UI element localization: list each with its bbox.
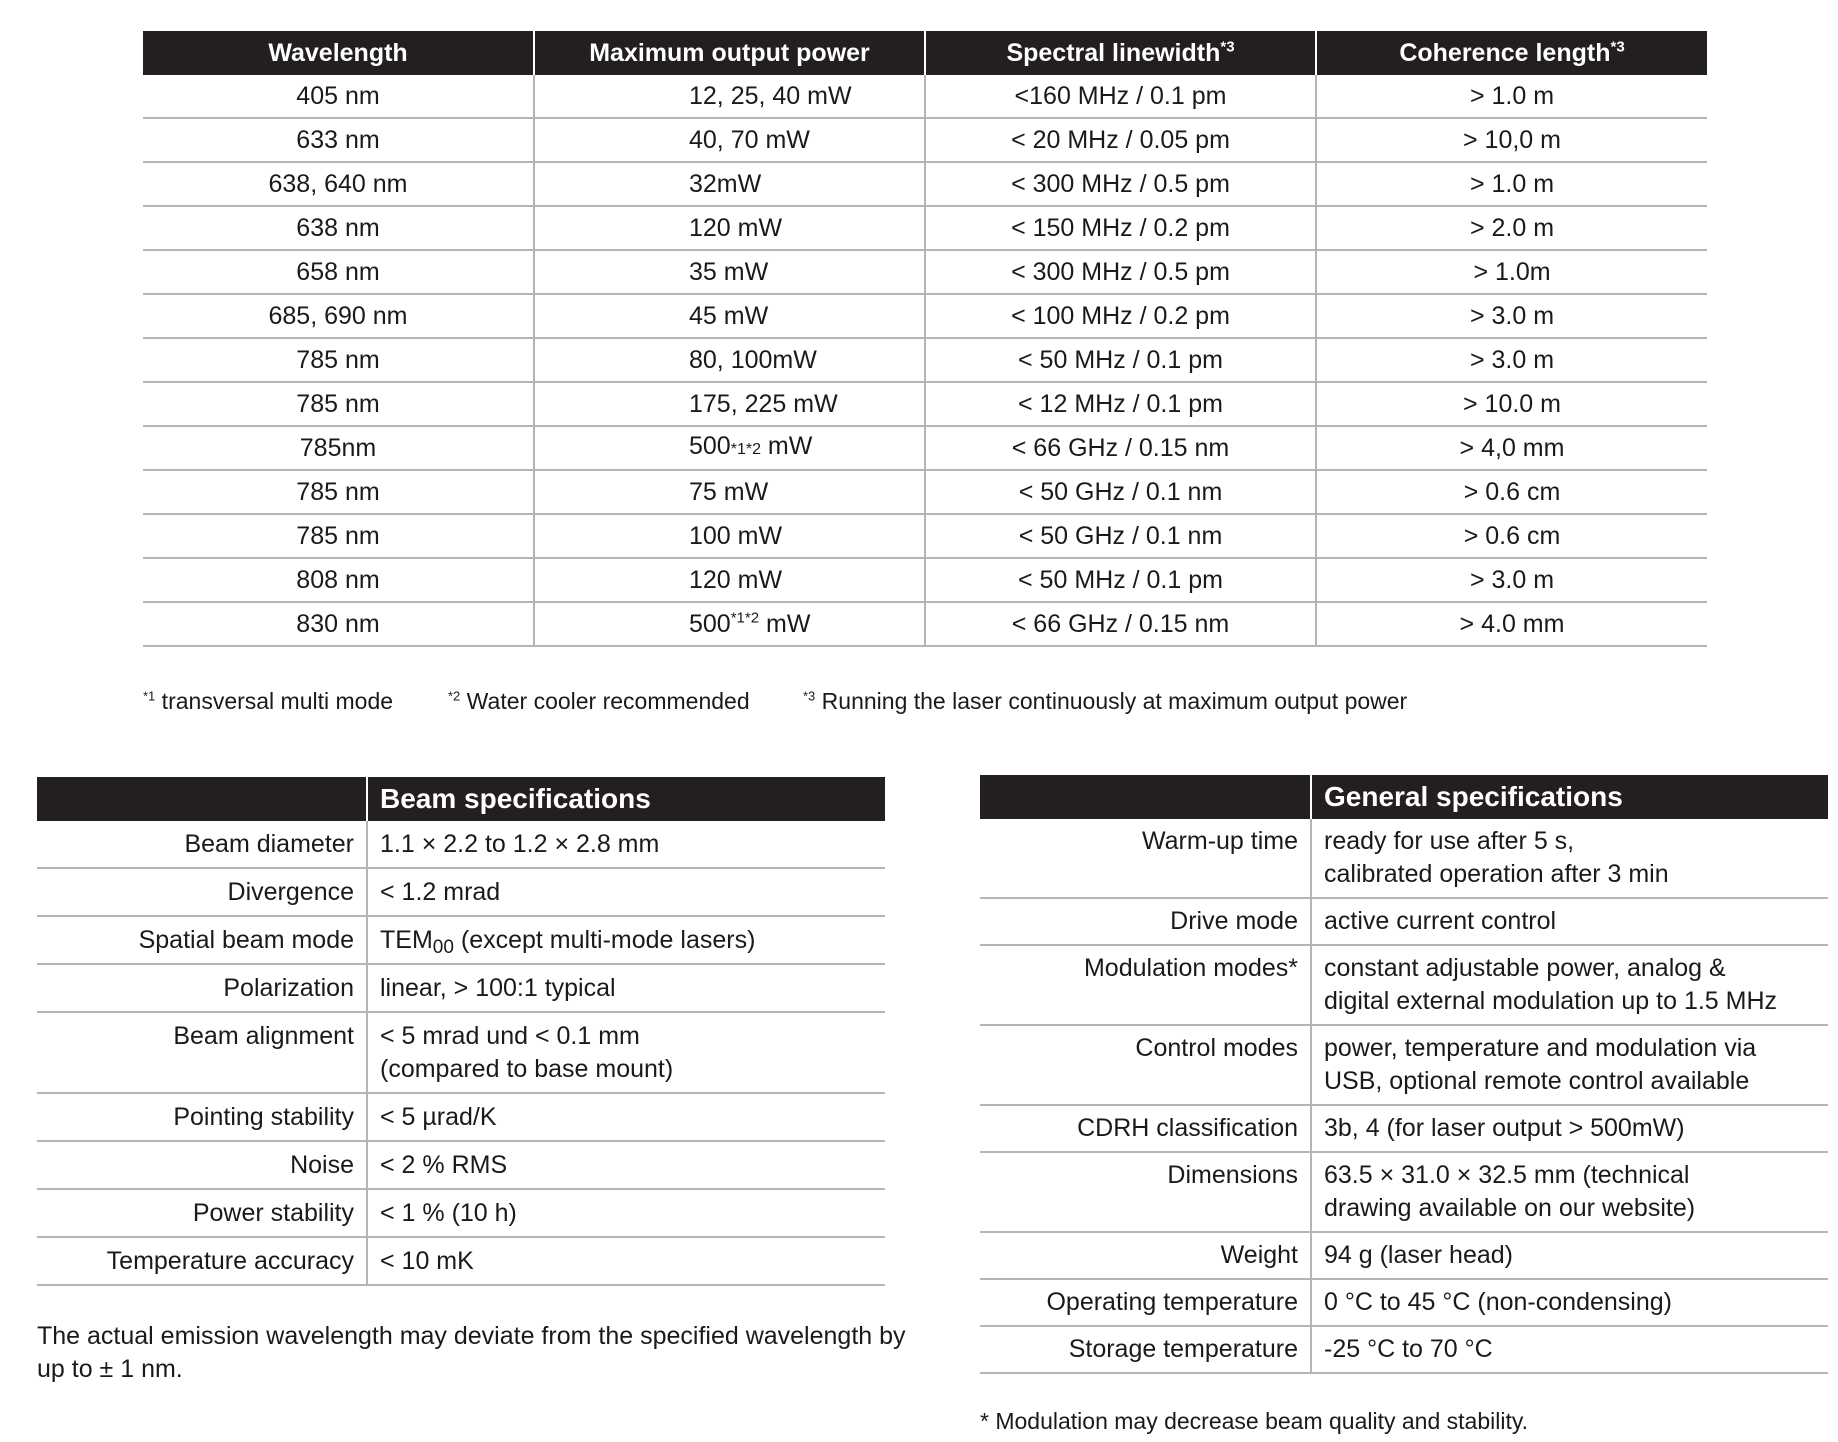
spec-value (1311, 1152, 1828, 1232)
spec-value (1311, 1025, 1828, 1105)
spec-value-line-1: < 5 mrad und < 0.1 mm (380, 1022, 640, 1050)
header-wavelength: Wavelength (143, 31, 534, 75)
cell-power: 45 mW (534, 294, 925, 338)
spec-label: Spatial beam mode (37, 916, 367, 964)
cell-power: 80, 100mW (534, 338, 925, 382)
cell-power: 120 mW (534, 558, 925, 602)
cell-wavelength: 638 nm (143, 206, 534, 250)
spec-value-line-1: constant adjustable power, analog & (1324, 954, 1726, 982)
spec-label: CDRH classification (980, 1105, 1311, 1152)
cell-linewidth: < 12 MHz / 0.1 pm (925, 382, 1316, 426)
header-linewidth-text: Spectral linewidth (1006, 38, 1221, 67)
spec-row (37, 821, 885, 868)
spec-value-line-1: 63.5 × 31.0 × 32.5 mm (technical (1324, 1161, 1690, 1189)
footnote-text: Water cooler recommended (460, 688, 750, 714)
spec-value-line-2: (compared to base mount) (380, 1055, 674, 1083)
spec-label: Operating temperature (980, 1279, 1311, 1326)
cell-linewidth: < 66 GHz / 0.15 nm (925, 602, 1316, 646)
cell-power (534, 426, 925, 470)
power-footnote-mark: *1*2 (730, 441, 761, 458)
spec-row (37, 868, 885, 916)
cell-wavelength: 785 nm (143, 382, 534, 426)
spec-label: Modulation modes* (980, 945, 1311, 1025)
header-coherence-text: Coherence length (1399, 38, 1611, 67)
cell-linewidth: < 50 GHz / 0.1 nm (925, 514, 1316, 558)
cell-coherence: > 4,0 mm (1316, 426, 1707, 470)
cell-power: 35 mW (534, 250, 925, 294)
general-specifications-title: General specifications (1311, 775, 1828, 819)
spec-value: < 1.2 mrad (367, 868, 885, 916)
cell-power: 12, 25, 40 mW (534, 75, 925, 118)
footnote-text: Running the laser continuously at maximum output power (815, 688, 1408, 714)
spec-value: < 5 µrad/K (367, 1093, 885, 1141)
spec-label: Beam alignment (37, 1012, 367, 1093)
header-linewidth-footnote: *3 (1220, 38, 1235, 56)
header-linewidth (925, 31, 1316, 75)
spec-row (37, 1012, 885, 1093)
spec-row (37, 1189, 885, 1237)
power-unit: mW (760, 432, 813, 460)
spec-value: 94 g (laser head) (1311, 1232, 1828, 1279)
header-power: Maximum output power (534, 31, 925, 75)
spec-value: 3b, 4 (for laser output > 500mW) (1311, 1105, 1828, 1152)
cell-power (534, 602, 925, 646)
cell-linewidth: < 50 GHz / 0.1 nm (925, 470, 1316, 514)
spec-value: active current control (1311, 898, 1828, 945)
spec-row (980, 1326, 1828, 1373)
spec-label: Warm-up time (980, 819, 1311, 898)
cell-wavelength: 830 nm (143, 602, 534, 646)
power-value: 500 (689, 609, 731, 638)
spec-value: < 10 mK (367, 1237, 885, 1285)
spec-row (980, 945, 1828, 1025)
beam-specifications-title: Beam specifications (367, 777, 885, 821)
spec-row (37, 964, 885, 1012)
table-row (143, 338, 1707, 382)
table-row (143, 250, 1707, 294)
power-value: 500 (689, 432, 731, 460)
spec-value-line-1: power, temperature and modulation via (1324, 1034, 1757, 1062)
cell-wavelength: 785 nm (143, 338, 534, 382)
cell-coherence: > 4.0 mm (1316, 602, 1707, 646)
spec-value-line-2: digital external modulation up to 1.5 MHz (1324, 987, 1778, 1015)
footnote-2 (448, 688, 750, 715)
header-row (143, 31, 1707, 75)
footnote-mark: *3 (803, 688, 816, 704)
cell-power: 100 mW (534, 514, 925, 558)
spec-value (1311, 819, 1828, 898)
cell-coherence: > 10.0 m (1316, 382, 1707, 426)
emission-wavelength-note: The actual emission wavelength may deviate from the specified wavelength by up to ± 1 nm. (37, 1322, 906, 1383)
modulation-note: * Modulation may decrease beam quality and stability. (980, 1408, 1529, 1434)
cell-linewidth: < 300 MHz / 0.5 pm (925, 162, 1316, 206)
spec-label: Temperature accuracy (37, 1237, 367, 1285)
table-row (143, 294, 1707, 338)
cell-power: 120 mW (534, 206, 925, 250)
cell-linewidth: < 50 MHz / 0.1 pm (925, 558, 1316, 602)
table-row (143, 75, 1707, 118)
table-row (143, 426, 1707, 470)
tem-description: (except multi-mode lasers) (453, 926, 756, 954)
table-row (143, 514, 1707, 558)
footnote-text: transversal multi mode (155, 688, 394, 714)
cell-wavelength: 685, 690 nm (143, 294, 534, 338)
spec-value (367, 1012, 885, 1093)
cell-coherence: > 3.0 m (1316, 294, 1707, 338)
cell-wavelength: 638, 640 nm (143, 162, 534, 206)
spec-label: Power stability (37, 1189, 367, 1237)
spec-value-line-2: drawing available on our website) (1324, 1194, 1696, 1222)
general-specifications-table (980, 775, 1828, 1374)
beam-specifications-table (37, 777, 885, 1286)
spec-label: Beam diameter (37, 821, 367, 868)
spec-row (980, 1025, 1828, 1105)
cell-coherence: > 3.0 m (1316, 338, 1707, 382)
spec-value (367, 916, 885, 964)
header-row (980, 775, 1828, 819)
cell-wavelength: 785 nm (143, 470, 534, 514)
header-blank (37, 777, 367, 821)
spec-value: < 2 % RMS (367, 1141, 885, 1189)
footnote-mark: *2 (448, 688, 461, 704)
cell-coherence: > 1.0m (1316, 250, 1707, 294)
spec-row (980, 1152, 1828, 1232)
footnote-mark: *1 (143, 688, 156, 704)
spec-label: Noise (37, 1141, 367, 1189)
spec-row (980, 898, 1828, 945)
table-row (143, 382, 1707, 426)
header-coherence-footnote: *3 (1610, 38, 1625, 56)
cell-power: 40, 70 mW (534, 118, 925, 162)
footnote-3 (803, 688, 1407, 715)
cell-coherence: > 3.0 m (1316, 558, 1707, 602)
spec-value: < 1 % (10 h) (367, 1189, 885, 1237)
tem-prefix: TEM (380, 926, 433, 954)
header-row (37, 777, 885, 821)
cell-wavelength: 633 nm (143, 118, 534, 162)
cell-power: 32mW (534, 162, 925, 206)
cell-wavelength: 785nm (143, 426, 534, 470)
spec-value: -25 °C to 70 °C (1311, 1326, 1828, 1373)
spec-row (37, 1093, 885, 1141)
cell-wavelength: 405 nm (143, 75, 534, 118)
cell-linewidth: < 66 GHz / 0.15 nm (925, 426, 1316, 470)
cell-linewidth: < 150 MHz / 0.2 pm (925, 206, 1316, 250)
cell-coherence: > 1.0 m (1316, 162, 1707, 206)
spec-label: Control modes (980, 1025, 1311, 1105)
header-blank (980, 775, 1311, 819)
cell-linewidth: < 300 MHz / 0.5 pm (925, 250, 1316, 294)
spec-label: Storage temperature (980, 1326, 1311, 1373)
footnote-1 (143, 688, 393, 715)
spec-value-line-1: ready for use after 5 s, (1324, 827, 1575, 855)
spec-label: Drive mode (980, 898, 1311, 945)
cell-coherence: > 0.6 cm (1316, 470, 1707, 514)
cell-coherence: > 0.6 cm (1316, 514, 1707, 558)
spec-label: Polarization (37, 964, 367, 1012)
spec-row (980, 1105, 1828, 1152)
cell-wavelength: 808 nm (143, 558, 534, 602)
cell-wavelength: 785 nm (143, 514, 534, 558)
spec-label: Weight (980, 1232, 1311, 1279)
spec-label: Pointing stability (37, 1093, 367, 1141)
tem-subscript: 00 (432, 937, 454, 958)
table-row (143, 162, 1707, 206)
cell-linewidth: < 50 MHz / 0.1 pm (925, 338, 1316, 382)
spec-row (37, 1237, 885, 1285)
cell-coherence: > 2.0 m (1316, 206, 1707, 250)
spec-value: 0 °C to 45 °C (non-condensing) (1311, 1279, 1828, 1326)
wavelength-table (143, 31, 1707, 647)
cell-wavelength: 658 nm (143, 250, 534, 294)
spec-value-line-2: USB, optional remote control available (1324, 1067, 1750, 1095)
table-row (143, 470, 1707, 514)
spec-value-line-2: calibrated operation after 3 min (1324, 860, 1669, 888)
spec-row (980, 819, 1828, 898)
cell-linewidth: < 100 MHz / 0.2 pm (925, 294, 1316, 338)
table-row (143, 118, 1707, 162)
spec-value: linear, > 100:1 typical (367, 964, 885, 1012)
spec-row (980, 1232, 1828, 1279)
table-row (143, 602, 1707, 646)
table-row (143, 558, 1707, 602)
table-row (143, 206, 1707, 250)
header-coherence (1316, 31, 1707, 75)
spec-value (1311, 945, 1828, 1025)
cell-coherence: > 1.0 m (1316, 75, 1707, 118)
cell-power: 175, 225 mW (534, 382, 925, 426)
spec-value: 1.1 × 2.2 to 1.2 × 2.8 mm (367, 821, 885, 868)
spec-row (37, 916, 885, 964)
cell-coherence: > 10,0 m (1316, 118, 1707, 162)
cell-linewidth: < 20 MHz / 0.05 pm (925, 118, 1316, 162)
spec-row (37, 1141, 885, 1189)
spec-label: Dimensions (980, 1152, 1311, 1232)
power-unit: mW (759, 609, 811, 638)
spec-row (980, 1279, 1828, 1326)
cell-power: 75 mW (534, 470, 925, 514)
spec-label: Divergence (37, 868, 367, 916)
cell-linewidth: <160 MHz / 0.1 pm (925, 75, 1316, 118)
power-footnote-mark: *1*2 (730, 609, 760, 627)
